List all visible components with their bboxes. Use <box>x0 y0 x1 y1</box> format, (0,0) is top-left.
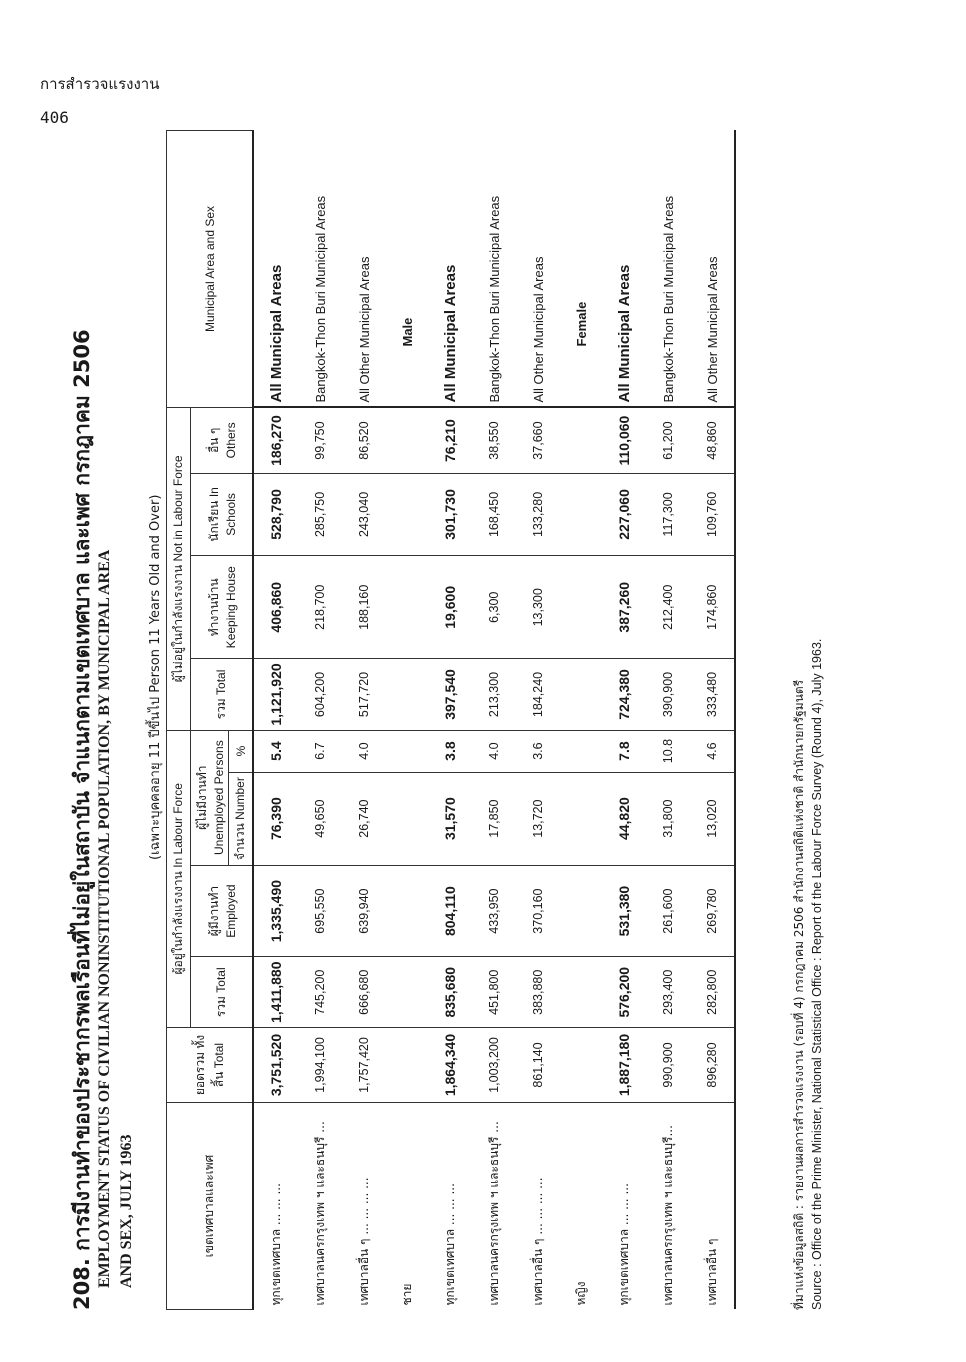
row-label-thai: เทศบาลอื่น ๆ ... ... ... ... <box>530 1177 545 1306</box>
cell-keeping-house: 406,860 <box>253 556 298 659</box>
cell-grand-total: 1,887,180 <box>602 1028 646 1103</box>
cell-unemployed-number: 44,820 <box>602 772 646 865</box>
cell-others: 37,660 <box>516 408 560 474</box>
cell-grand-total: 990,900 <box>646 1028 690 1103</box>
cell-unemployed-number: 76,390 <box>253 772 298 865</box>
table-row <box>472 131 516 1310</box>
cell-nlf-total: 333,480 <box>690 659 735 730</box>
row-label-english: All Municipal Areas <box>253 131 298 408</box>
row-label-thai: เทศบาลนครกรุงเทพ ฯ และธนบุรี ... <box>486 1121 501 1306</box>
row-label-english: All Municipal Areas <box>602 131 646 408</box>
row-label-thai: เทศบาลอื่น ๆ ... ... ... ... <box>356 1177 371 1306</box>
cell-employed: 433,950 <box>472 865 516 957</box>
table-row <box>646 131 690 1310</box>
row-label-thai: เทศบาลนครกรุงเทพ ฯ และธนบุรี... <box>660 1125 675 1306</box>
cell-employed: 1,335,490 <box>253 865 298 957</box>
cell-employed: 370,160 <box>516 865 560 957</box>
cell-in-schools: 528,790 <box>253 473 298 556</box>
row-label-english: All Other Municipal Areas <box>516 131 560 408</box>
cell-others: 38,550 <box>472 408 516 474</box>
header-area-english: Municipal Area and Sex <box>167 131 254 408</box>
row-label-english: Bangkok-Thon Buri Municipal Areas <box>646 131 690 408</box>
cell-unemployed-percent: 4.6 <box>690 730 735 772</box>
cell-keeping-house: 6,300 <box>472 556 516 659</box>
section-label-thai: ชาย <box>399 1283 414 1306</box>
cell-others: 61,200 <box>646 408 690 474</box>
cell-employed: 261,600 <box>646 865 690 957</box>
cell-unemployed-number: 26,740 <box>342 772 386 865</box>
cell-in-schools: 285,750 <box>298 473 342 556</box>
cell-lf-total: 576,200 <box>602 957 646 1028</box>
employment-status-table <box>166 130 736 1310</box>
header-unemployed-number: จำนวน Number <box>229 772 254 865</box>
table-row <box>298 131 342 1310</box>
row-label-english: Bangkok-Thon Buri Municipal Areas <box>298 131 342 408</box>
rotated-table-page <box>60 110 880 1310</box>
cell-lf-total: 835,680 <box>428 957 472 1028</box>
cell-unemployed-percent: 10.8 <box>646 730 690 772</box>
header-lf-total: รวม Total <box>191 957 254 1028</box>
row-label-english: All Municipal Areas <box>428 131 472 408</box>
table-row <box>428 131 472 1310</box>
row-label-english: All Other Municipal Areas <box>342 131 386 408</box>
cell-others: 86,520 <box>342 408 386 474</box>
cell-employed: 639,940 <box>342 865 386 957</box>
cell-unemployed-percent: 5.4 <box>253 730 298 772</box>
cell-employed: 804,110 <box>428 865 472 957</box>
cell-lf-total: 666,680 <box>342 957 386 1028</box>
cell-unemployed-number: 13,020 <box>690 772 735 865</box>
header-nlf-total: รวม Total <box>191 659 254 730</box>
cell-keeping-house: 174,860 <box>690 556 735 659</box>
header-grand-total: ยอดรวม ทั้งสิ้น Total <box>167 1028 254 1103</box>
row-label-english: All Other Municipal Areas <box>690 131 735 408</box>
table-row <box>516 131 560 1310</box>
cell-grand-total: 1,757,420 <box>342 1028 386 1103</box>
cell-nlf-total: 184,240 <box>516 659 560 730</box>
cell-nlf-total: 724,380 <box>602 659 646 730</box>
table-row <box>253 131 298 1310</box>
table-title-english-line2: AND SEX, JULY 1963 <box>118 1134 135 1288</box>
cell-in-schools: 133,280 <box>516 473 560 556</box>
cell-others: 186,270 <box>253 408 298 474</box>
row-label-thai: เทศบาลนครกรุงเทพ ฯ และธนบุรี ... <box>312 1121 327 1306</box>
header-unemployed: ผู้ไม่มีงานทำ Unemployed Persons <box>191 730 229 865</box>
row-label-thai: ทุกเขตเทศบาล ... ... ... <box>442 1183 457 1306</box>
cell-unemployed-number: 17,850 <box>472 772 516 865</box>
age-note: (เฉพาะบุคคลอายุ 11 ปีขึ้นไป Person 11 Years Old and Over) <box>148 494 163 860</box>
source-note-thai: ที่มาแห่งข้อมูลสถิติ : รายงานผลการสำรวจแรงงาน (รอบที่ 4) กรกฎาคม 2506 สำนักงานสถิติแห่งชาติ สำนักนายกรัฐมนตรี <box>792 679 806 1310</box>
cell-others: 48,860 <box>690 408 735 474</box>
cell-keeping-house: 387,260 <box>602 556 646 659</box>
table-row <box>602 131 646 1310</box>
cell-employed: 531,380 <box>602 865 646 957</box>
cell-keeping-house: 218,700 <box>298 556 342 659</box>
cell-grand-total: 861,140 <box>516 1028 560 1103</box>
cell-unemployed-percent: 3.8 <box>428 730 472 772</box>
row-label-thai: ทุกเขตเทศบาล ... ... ... <box>616 1183 631 1306</box>
cell-nlf-total: 517,720 <box>342 659 386 730</box>
cell-in-schools: 117,300 <box>646 473 690 556</box>
cell-keeping-house: 13,300 <box>516 556 560 659</box>
section-row-female <box>560 131 602 1310</box>
row-label-thai: ทุกเขตเทศบาล ... ... ... <box>253 1103 298 1310</box>
section-row-male <box>386 131 428 1310</box>
cell-nlf-total: 213,300 <box>472 659 516 730</box>
cell-grand-total: 3,751,520 <box>253 1028 298 1103</box>
cell-grand-total: 1,864,340 <box>428 1028 472 1103</box>
section-label-thai: หญิง <box>573 1281 588 1306</box>
cell-unemployed-percent: 3.6 <box>516 730 560 772</box>
cell-grand-total: 1,994,100 <box>298 1028 342 1103</box>
cell-unemployed-number: 49,650 <box>298 772 342 865</box>
cell-nlf-total: 397,540 <box>428 659 472 730</box>
cell-grand-total: 1,003,200 <box>472 1028 516 1103</box>
section-label-english: Male <box>386 131 428 408</box>
row-label-english: Bangkok-Thon Buri Municipal Areas <box>472 131 516 408</box>
source-note-english: Source : Office of the Prime Minister, National Statistical Office : Report of the Labour Force Survey (Round 4), July 1963. <box>810 638 824 1310</box>
table-title-thai: 208. การมีงานทำของประชากรพลเรือนที่ไม่อยู่ในสถาบัน จำแนกตามเขตเทศบาล และเพศ กรกฎาคม 2506 <box>70 329 94 1310</box>
header-employed: ผู้มีงานทำ Employed <box>191 865 254 957</box>
table-title-english-line1: EMPLOYMENT STATUS OF CIVILIAN NONINSTITUTIONAL POPULATION, BY MUNICIPAL AREA <box>96 549 113 1288</box>
cell-nlf-total: 604,200 <box>298 659 342 730</box>
cell-unemployed-number: 31,800 <box>646 772 690 865</box>
cell-keeping-house: 19,600 <box>428 556 472 659</box>
cell-others: 99,750 <box>298 408 342 474</box>
header-not-in-labour-force: ผู้ไม่อยู่ในกำลังแรงงาน Not in Labour Force <box>167 408 191 731</box>
cell-others: 76,210 <box>428 408 472 474</box>
cell-grand-total: 896,280 <box>690 1028 735 1103</box>
cell-lf-total: 745,200 <box>298 957 342 1028</box>
header-others: อื่น ๆ Others <box>191 408 254 474</box>
running-head: การสำรวจแรงงาน <box>40 75 160 93</box>
cell-unemployed-percent: 7.8 <box>602 730 646 772</box>
cell-nlf-total: 1,121,920 <box>253 659 298 730</box>
cell-unemployed-percent: 6.7 <box>298 730 342 772</box>
cell-employed: 269,780 <box>690 865 735 957</box>
cell-lf-total: 383,880 <box>516 957 560 1028</box>
cell-unemployed-percent: 4.0 <box>472 730 516 772</box>
row-label-thai: เทศบาลอื่น ๆ <box>690 1103 735 1310</box>
cell-lf-total: 293,400 <box>646 957 690 1028</box>
cell-lf-total: 282,800 <box>690 957 735 1028</box>
cell-employed: 695,550 <box>298 865 342 957</box>
cell-nlf-total: 390,900 <box>646 659 690 730</box>
header-keeping-house: ทำงานบ้าน Keeping House <box>191 556 254 659</box>
cell-unemployed-number: 31,570 <box>428 772 472 865</box>
table-row <box>342 131 386 1310</box>
cell-lf-total: 451,800 <box>472 957 516 1028</box>
header-unemployed-percent: % <box>229 730 254 772</box>
header-in-schools: นักเรียน In Schools <box>191 473 254 556</box>
cell-unemployed-number: 13,720 <box>516 772 560 865</box>
header-area-thai: เขตเทศบาลและเพศ <box>167 1103 254 1310</box>
cell-in-schools: 109,760 <box>690 473 735 556</box>
cell-unemployed-percent: 4.0 <box>342 730 386 772</box>
cell-lf-total: 1,411,880 <box>253 957 298 1028</box>
cell-in-schools: 168,450 <box>472 473 516 556</box>
cell-others: 110,060 <box>602 408 646 474</box>
cell-keeping-house: 188,160 <box>342 556 386 659</box>
section-label-english: Female <box>560 131 602 408</box>
cell-keeping-house: 212,400 <box>646 556 690 659</box>
header-in-labour-force: ผู้อยู่ในกำลังแรงงาน In Labour Force <box>167 730 191 1027</box>
cell-in-schools: 227,060 <box>602 473 646 556</box>
cell-in-schools: 301,730 <box>428 473 472 556</box>
page-number: 406 <box>40 108 69 127</box>
table-row <box>690 131 735 1310</box>
cell-in-schools: 243,040 <box>342 473 386 556</box>
